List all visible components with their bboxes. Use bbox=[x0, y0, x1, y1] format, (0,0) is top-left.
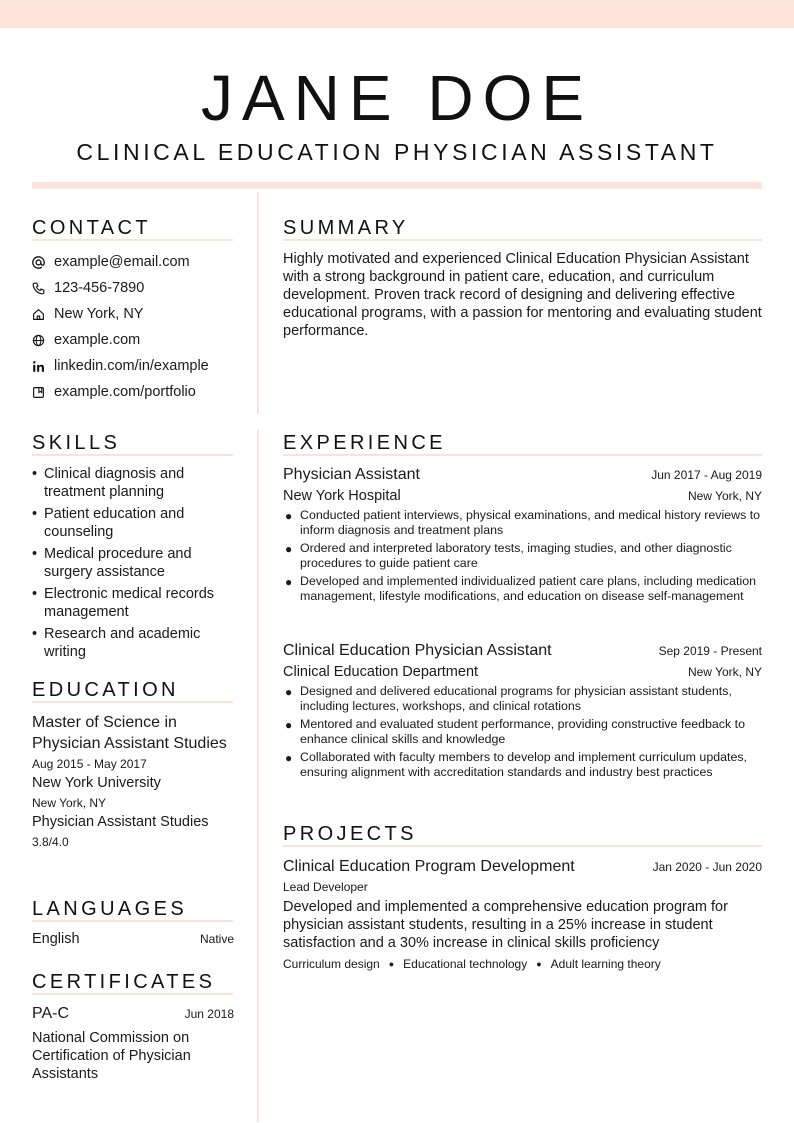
summary-heading: SUMMARY bbox=[283, 217, 409, 239]
projects-rule bbox=[283, 845, 762, 847]
portfolio-icon bbox=[32, 386, 54, 399]
bullet: ● bbox=[285, 575, 293, 589]
certificate-date: Jun 2018 bbox=[184, 1007, 234, 1021]
skill-text: Clinical diagnosis and treatment planning bbox=[44, 466, 185, 500]
skill-text: Medical procedure and surgery assistance bbox=[44, 546, 192, 580]
job-role: Physician Assistant bbox=[283, 466, 420, 483]
contact-location-text: New York, NY bbox=[54, 306, 144, 322]
bullet: ● bbox=[285, 542, 293, 556]
contact-email[interactable] bbox=[32, 249, 237, 275]
linkedin-icon bbox=[32, 360, 54, 373]
column-divider-top bbox=[257, 192, 259, 414]
bullet-text: Conducted patient interviews, physical examinations, and medical history reviews to inform diagnosis and treatment plans bbox=[300, 508, 761, 537]
bullet-text: Ordered and interpreted laboratory tests, imaging studies, and other diagnostic procedures to guide patient care bbox=[300, 541, 732, 570]
skill-text: Electronic medical records management bbox=[44, 586, 215, 620]
job-dates: Sep 2019 - Present bbox=[658, 644, 762, 658]
skill-text: Patient education and counseling bbox=[44, 506, 185, 540]
certificate-name: PA-C bbox=[32, 1005, 70, 1022]
education-location: New York, NY bbox=[32, 796, 107, 810]
project-role: Lead Developer bbox=[283, 880, 368, 894]
job-company: New York Hospital bbox=[283, 488, 401, 504]
bullet-text: Designed and delivered educational programs for physician assistant students, including lectures, workshops, and clinical rotations bbox=[300, 684, 732, 713]
contact-portfolio[interactable] bbox=[32, 379, 237, 405]
list-item bbox=[32, 465, 237, 501]
bullet-text: Developed and implemented individualized patient care plans, including medication management, lifestyle modifications, and education on disease self-management bbox=[300, 574, 756, 603]
bullet: ● bbox=[285, 685, 293, 699]
education-school: New York University bbox=[32, 775, 161, 791]
project-entry bbox=[283, 856, 762, 973]
bullet: • bbox=[32, 546, 38, 562]
bullet: ● bbox=[285, 751, 293, 765]
list-item bbox=[283, 541, 762, 571]
contact-rule bbox=[32, 239, 233, 241]
skill-text: Research and academic writing bbox=[44, 626, 201, 660]
skills-list bbox=[32, 465, 237, 665]
experience-rule bbox=[283, 454, 762, 456]
contact-phone-text: 123-456-7890 bbox=[54, 280, 145, 296]
bullet-text: Collaborated with faculty members to develop and implement curriculum updates, ensuring alignment with accreditation standards and industry best practices bbox=[300, 750, 747, 779]
project-tag: Educational technology bbox=[403, 957, 528, 971]
column-divider-bottom bbox=[257, 430, 259, 1122]
bullet: • bbox=[32, 506, 38, 522]
contact-heading: CONTACT bbox=[32, 217, 151, 239]
list-item bbox=[32, 545, 237, 581]
header-divider bbox=[32, 182, 762, 189]
language-name: English bbox=[32, 931, 80, 947]
list-item bbox=[283, 684, 762, 714]
certificates-heading: CERTIFICATES bbox=[32, 971, 216, 993]
languages-heading: LANGUAGES bbox=[32, 898, 188, 920]
certificate-issuer: National Commission on Certification of Physician Assistants bbox=[32, 1030, 191, 1082]
language-level: Native bbox=[199, 932, 234, 946]
contact-linkedin-text: linkedin.com/in/example bbox=[54, 358, 209, 374]
list-item bbox=[283, 508, 762, 538]
contact-location bbox=[32, 301, 237, 327]
tag-separator: ● bbox=[536, 959, 542, 969]
job-dates: Jun 2017 - Aug 2019 bbox=[651, 468, 762, 482]
education-dates: Aug 2015 - May 2017 bbox=[32, 757, 147, 771]
experience-heading: EXPERIENCE bbox=[283, 432, 446, 454]
home-icon bbox=[32, 308, 54, 321]
candidate-name: JANE DOE bbox=[200, 62, 594, 134]
list-item bbox=[283, 717, 762, 747]
job-location: New York, NY bbox=[687, 665, 762, 679]
project-name: Clinical Education Program Development bbox=[283, 858, 575, 875]
tag-separator: ● bbox=[388, 959, 395, 969]
experience-entry bbox=[283, 464, 762, 607]
project-tag: Adult learning theory bbox=[550, 957, 661, 971]
list-item bbox=[32, 585, 237, 621]
contact-portfolio-text: example.com/portfolio bbox=[54, 384, 196, 400]
bullet: • bbox=[32, 466, 38, 482]
project-tags bbox=[283, 955, 762, 973]
list-item bbox=[283, 574, 762, 604]
job-bullets bbox=[283, 508, 762, 604]
bullet-text: Mentored and evaluated student performance, providing constructive feedback to enhance clinical skills and knowledge bbox=[300, 717, 745, 746]
contact-phone[interactable] bbox=[32, 275, 237, 301]
projects-heading: PROJECTS bbox=[283, 823, 417, 845]
education-entry bbox=[32, 712, 234, 850]
education-heading: EDUCATION bbox=[32, 679, 179, 701]
bullet: • bbox=[32, 626, 38, 642]
job-bullets bbox=[283, 684, 762, 780]
skills-rule bbox=[32, 454, 233, 456]
job-location: New York, NY bbox=[687, 489, 762, 503]
contact-list bbox=[32, 249, 237, 405]
experience-entry bbox=[283, 640, 762, 783]
contact-email-text: example@email.com bbox=[54, 254, 190, 270]
skills-heading: SKILLS bbox=[32, 432, 121, 454]
job-role: Clinical Education Physician Assistant bbox=[283, 642, 552, 659]
phone-icon bbox=[32, 282, 54, 295]
job-company: Clinical Education Department bbox=[283, 664, 479, 680]
project-tag: Curriculum design bbox=[283, 957, 380, 971]
contact-website[interactable] bbox=[32, 327, 237, 353]
contact-website-text: example.com bbox=[54, 332, 141, 348]
list-item bbox=[283, 750, 762, 780]
project-dates: Jan 2020 - Jun 2020 bbox=[652, 860, 762, 874]
contact-linkedin[interactable] bbox=[32, 353, 237, 379]
certificate-row bbox=[32, 1005, 234, 1023]
project-description: Developed and implemented a comprehensive education program for physician assistant students, resulting in a 25% increase in student satisfaction and a 30% increase in clinical skills proficiency bbox=[283, 899, 728, 951]
top-accent-band bbox=[0, 0, 794, 28]
bullet: ● bbox=[285, 509, 293, 523]
job-title: CLINICAL EDUCATION PHYSICIAN ASSISTANT bbox=[76, 139, 718, 165]
bullet: • bbox=[32, 586, 38, 602]
languages-rule bbox=[32, 920, 233, 922]
list-item bbox=[32, 625, 237, 661]
education-degree: Master of Science in Physician Assistant Studies bbox=[32, 714, 227, 752]
education-field: Physician Assistant Studies bbox=[32, 814, 209, 830]
globe-icon bbox=[32, 334, 54, 347]
list-item bbox=[32, 505, 237, 541]
certificates-rule bbox=[32, 993, 233, 995]
summary-rule bbox=[283, 239, 762, 241]
education-gpa: 3.8/4.0 bbox=[32, 835, 69, 849]
education-rule bbox=[32, 701, 233, 703]
at-icon bbox=[32, 256, 54, 269]
bullet: ● bbox=[285, 718, 293, 732]
summary-text: Highly motivated and experienced Clinical Education Physician Assistant with a strong background in patient care, education, and curriculum development. Proven track record of designing and delivering effective educational programs, with a passion for mentoring and evaluating student performance. bbox=[283, 251, 762, 339]
language-row bbox=[32, 931, 234, 947]
